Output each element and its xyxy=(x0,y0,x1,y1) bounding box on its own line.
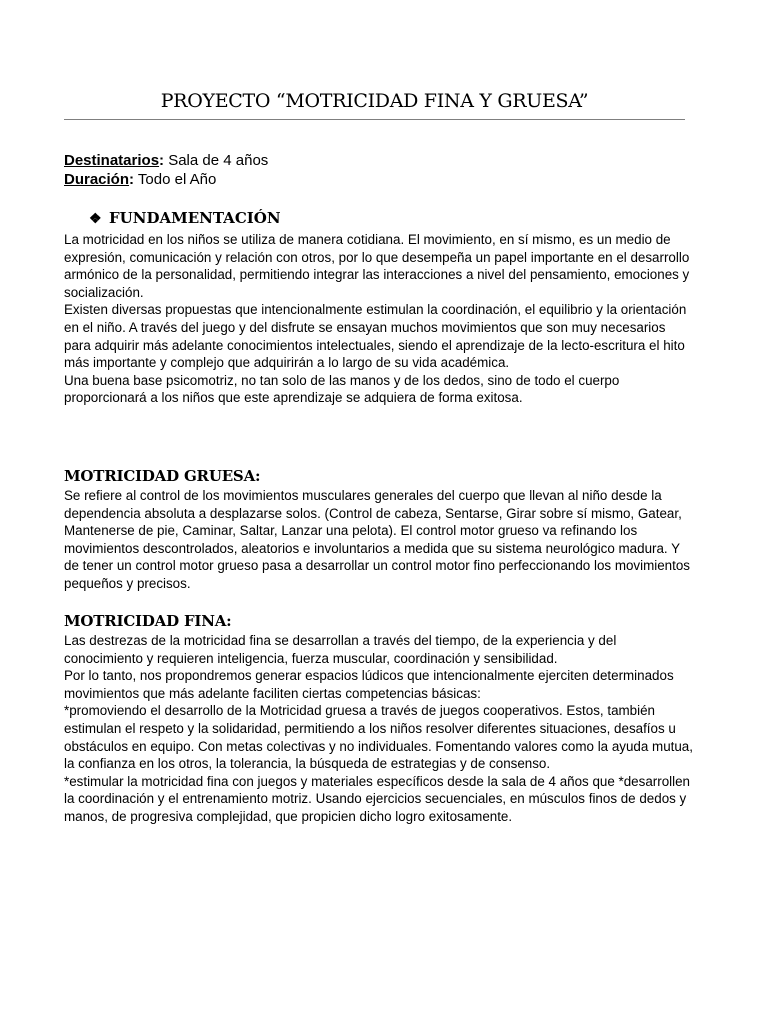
paragraph: Las destrezas de la motricidad fina se desarrollan a través del tiempo, de la experiencia y del conocimiento y requieren inteligencia, fuerza muscular, coordinación y sensibilidad. xyxy=(64,633,617,666)
duracion-label: Duración xyxy=(64,171,130,188)
duracion-colon: : xyxy=(129,171,135,188)
fundamentacion-heading xyxy=(89,208,281,229)
paragraph: *estimular la motricidad fina con juegos y materiales específicos desde la sala de 4 años que *desarrollen la coordinación y el entrenamiento motriz. Usando ejercicios secuenciales, en músculos finos de dedos y manos, de progresiva complejidad, que propicien dicho logro exitosamente. xyxy=(64,773,690,824)
destinatarios-colon: : xyxy=(159,152,165,169)
paragraph: Una buena base psicomotriz, no tan solo de las manos y de los dedos, sino de todo el cuerpo proporcionará a los niños que este aprendizaje se adquiera de forma exitosa. xyxy=(64,372,620,406)
destinatarios-label: Destinatarios xyxy=(64,152,160,169)
diamond-bullet-icon: ❖ xyxy=(89,211,102,227)
duracion-line xyxy=(64,170,704,189)
motricidad-fina-body xyxy=(64,632,694,826)
duracion-value: Todo el Año xyxy=(134,171,217,188)
paragraph: Existen diversas propuestas que intencionalmente estimulan la coordinación, el equilibrio y la orientación en el niño. A través del juego y del disfrute se ensayan muchos movimientos que son muy necesarios para adquirir más adelante conocimientos intelectuales, siendo el aprendizaje de la lecto-escritura el hito más importante y complejo que adquirirán a lo largo de su vida académica. xyxy=(64,302,687,371)
motricidad-gruesa-heading: MOTRICIDAD GRUESA: xyxy=(64,467,261,485)
paragraph: La motricidad en los niños se utiliza de manera cotidiana. El movimiento, en sí mismo, es un medio de expresión, comunicación y relación con otros, por lo que desempeña un papel importante en el desarrollo armónico de la personalidad, permitiendo integrar las interacciones a nivel del pensamiento, emociones y socialización. xyxy=(64,232,690,300)
fundamentacion-heading-text: FUNDAMENTACIÓN xyxy=(109,209,281,227)
fundamentacion-body xyxy=(64,231,694,407)
destinatarios-line xyxy=(64,151,704,170)
destinatarios-value: Sala de 4 años xyxy=(164,152,269,169)
motricidad-gruesa-body xyxy=(64,487,694,593)
title-divider xyxy=(64,119,685,120)
paragraph: Por lo tanto, nos propondremos generar espacios lúdicos que intencionalmente ejerciten determinados movimientos que más adelante faciliten ciertas competencias básicas: xyxy=(64,668,674,701)
motricidad-fina-heading: MOTRICIDAD FINA: xyxy=(64,612,232,630)
document-title: PROYECTO “MOTRICIDAD FINA Y GRUESA” xyxy=(160,90,589,112)
paragraph: *promoviendo el desarrollo de la Motricidad gruesa a través de juegos cooperativos. Estos, también estimulan el respeto y la solidaridad, permitiendo a los niños resolver diferentes situaciones, desafíos u obstáculos en equipo. Con metas colectivas y no individuales. Fomentando valores como la ayuda mutua, la confianza en los otros, la tolerancia, la búsqueda de estrategias y de consenso. xyxy=(64,703,693,772)
paragraph: Se refiere al control de los movimientos musculares generales del cuerpo que llevan al niño desde la dependencia absoluta a desplazarse solos. (Control de cabeza, Sentarse, Girar sobre sí mismo, Gatear, Mantenerse de pie, Caminar, Saltar, Lanzar una pelota). El control motor grueso va refinando los movimientos descontrolados, aleatorios e involuntarios a medida que su sistema neurológico madura. Y de tener un control motor grueso pasa a desarrollar un control motor fino perfeccionando los movimientos pequeños y precisos. xyxy=(64,488,690,591)
